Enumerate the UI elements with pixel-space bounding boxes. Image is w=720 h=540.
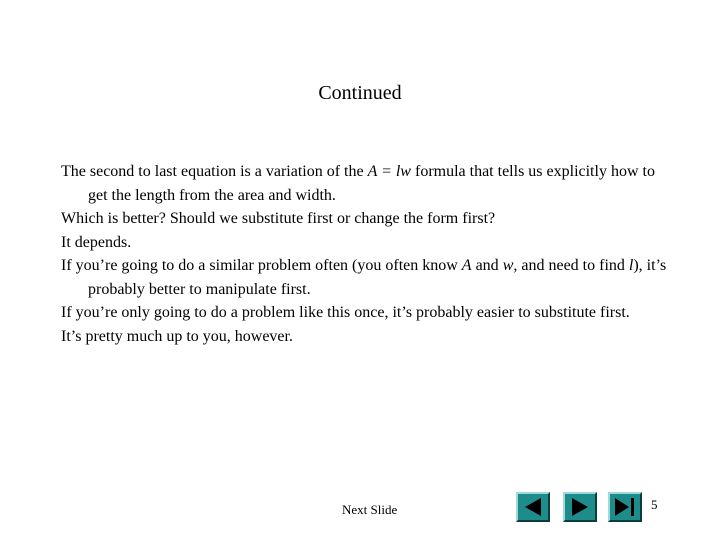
- last-slide-button[interactable]: [608, 492, 642, 522]
- next-slide-link[interactable]: Next Slide: [342, 502, 398, 517]
- paragraph-text: If you’re going to do a similar problem often (you often know: [61, 257, 462, 274]
- next-slide-button[interactable]: [563, 492, 597, 522]
- paragraph-text: , and need to find: [513, 257, 629, 274]
- page-number: 5: [651, 497, 658, 512]
- previous-slide-button[interactable]: [516, 492, 550, 522]
- variable-l: l: [628, 257, 634, 274]
- prev-icon: [520, 496, 546, 518]
- paragraph-formula: [61, 160, 671, 207]
- slide-title: Continued: [318, 82, 402, 104]
- variable-w: w: [502, 257, 514, 274]
- paragraph-text: The second to last equation is a variation of the: [61, 163, 368, 180]
- paragraph-question: Which is better? Should we substitute first or change the form first?: [61, 210, 496, 227]
- formula-a-equals-lw: A = lw: [367, 163, 411, 180]
- paragraph-text: ), it’s probably better to manipulate first.: [88, 257, 667, 298]
- paragraph-up-to-you: It’s pretty much up to you, however.: [61, 327, 293, 345]
- paragraph-manipulate-first: [61, 254, 671, 301]
- variable-a: A: [461, 257, 472, 274]
- paragraph-it-depends: It depends.: [61, 233, 132, 251]
- paragraph-substitute-first: If you’re only going to do a problem like this once, it’s probably easier to substitute first.: [61, 304, 630, 321]
- paragraph-text: and: [471, 257, 503, 274]
- paragraph-text: formula that tells us explicitly how to get the length from the area and width.: [88, 163, 655, 204]
- last-icon: [612, 496, 638, 518]
- slide-body: [61, 160, 671, 348]
- next-icon: [567, 496, 593, 518]
